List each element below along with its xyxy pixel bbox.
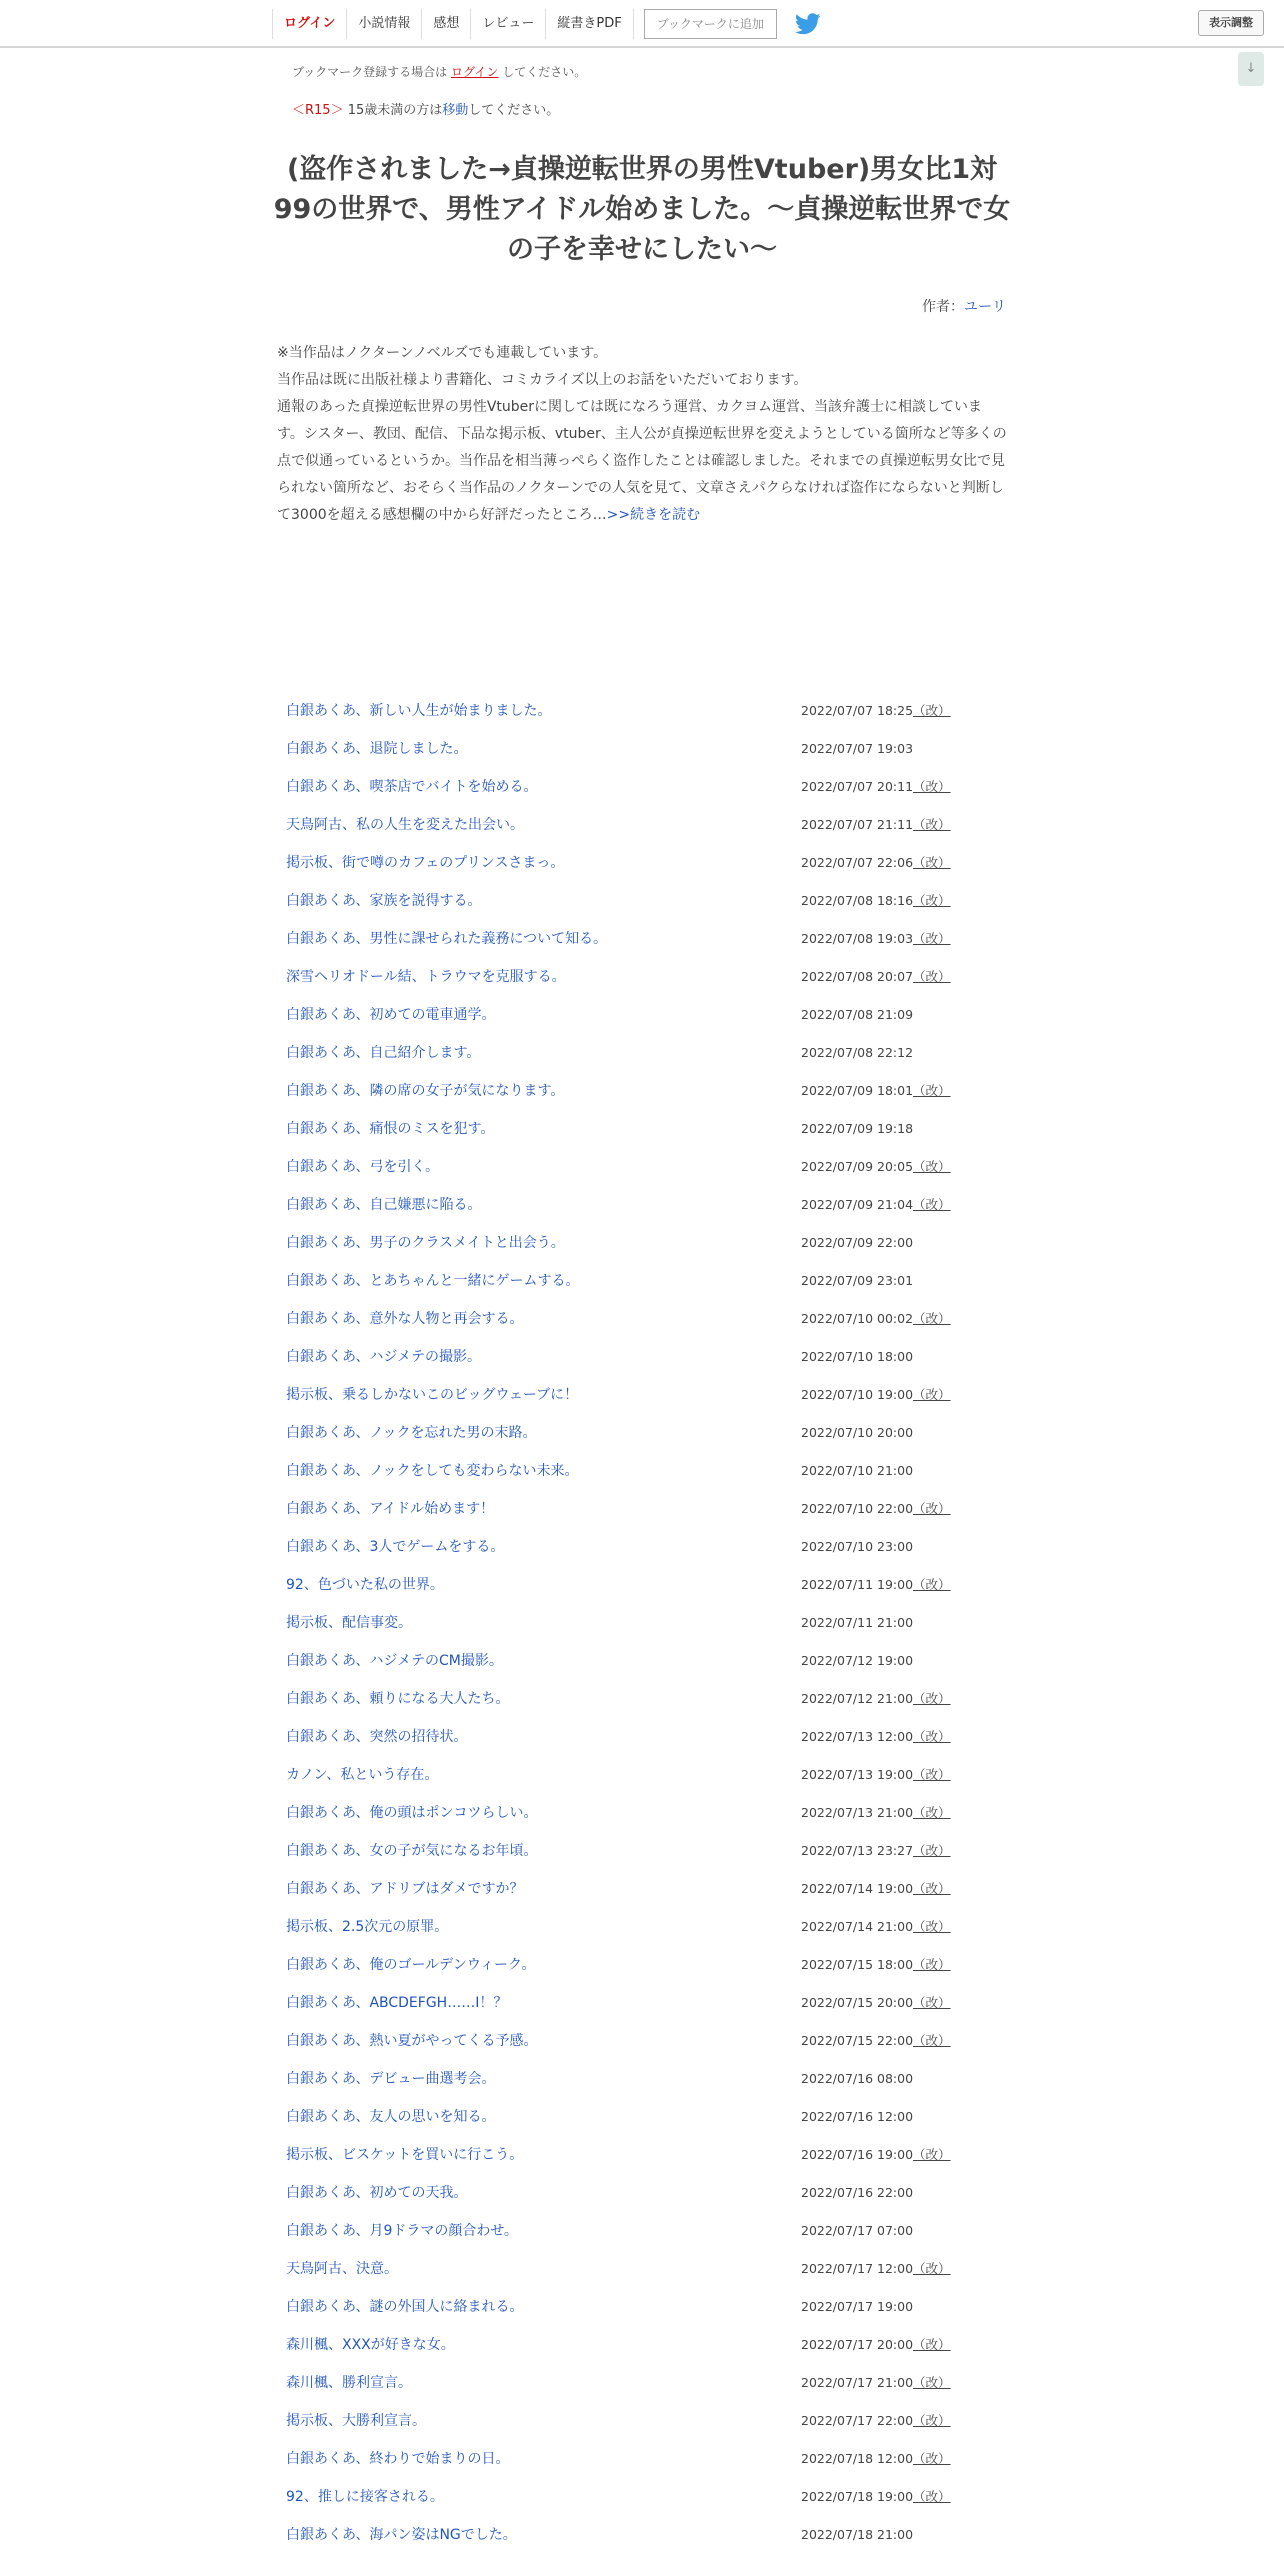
chapter-date-text: 2022/07/17 19:00 <box>801 2298 914 2314</box>
twitter-icon[interactable] <box>795 13 821 35</box>
chapter-row <box>276 843 1016 881</box>
chapter-row <box>276 1337 1016 1375</box>
chapter-date <box>801 2185 913 2200</box>
chapter-date-text: 2022/07/07 20:11 <box>801 779 914 794</box>
chapter-row <box>276 919 1016 957</box>
chapter-edit-mark[interactable]: （改） <box>913 1881 951 1896</box>
chapter-date <box>801 1499 951 1517</box>
chapter-date <box>801 1235 913 1250</box>
chapter-title-link[interactable]: 白銀あくあ、自己嫌悪に陥る。 <box>286 1197 482 1213</box>
chapter-date <box>801 1349 913 1364</box>
chapter-date <box>801 1463 913 1478</box>
chapter-title-link[interactable]: 白銀あくあ、友人の思いを知る。 <box>286 2109 496 2125</box>
chapter-title-link[interactable]: 白銀あくあ、俺の頭はポンコツらしい。 <box>286 1805 538 1821</box>
chapter-date-text: 2022/07/10 20:00 <box>801 1424 914 1440</box>
chapter-date <box>801 1727 951 1745</box>
chapter-edit-mark[interactable]: （改） <box>913 1729 951 1744</box>
chapter-title-link[interactable]: 白銀あくあ、隣の席の女子が気になります。 <box>286 1083 565 1099</box>
chapter-date <box>801 2449 951 2467</box>
chapter-date-text: 2022/07/09 23:01 <box>801 1272 914 1288</box>
chapter-edit-mark[interactable]: （改） <box>913 1995 951 2010</box>
r15-tag: ＜R15＞ <box>292 103 344 118</box>
chapter-title-link[interactable]: 白銀あくあ、3人でゲームをする。 <box>286 1539 505 1555</box>
chapter-date-text: 2022/07/12 21:00 <box>801 1691 914 1706</box>
chapter-edit-mark[interactable]: （改） <box>913 931 951 946</box>
chapter-title-link[interactable]: 天鳥阿古、決意。 <box>286 2261 398 2277</box>
chapter-row <box>276 2059 1016 2097</box>
chapter-date <box>801 1993 951 2011</box>
chapter-title-link[interactable]: 白銀あくあ、ハジメテの撮影。 <box>286 1349 482 1365</box>
chapter-date <box>801 1273 913 1288</box>
chapter-edit-mark[interactable]: （改） <box>913 1691 951 1706</box>
chapter-date <box>801 2071 913 2086</box>
chapter-edit-mark[interactable]: （改） <box>913 1919 951 1934</box>
chapter-date <box>801 1575 951 1593</box>
chapter-date <box>801 1841 951 1859</box>
chapter-title-link[interactable]: 白銀あくあ、海パン姿はNGでした。 <box>286 2527 517 2543</box>
chapter-title-link[interactable]: 白銀あくあ、頼りになる大人たち。 <box>286 1691 510 1707</box>
chapter-date-text: 2022/07/17 21:00 <box>801 2375 914 2390</box>
age-rating-text: 15歳未満の方は <box>347 103 443 118</box>
add-bookmark-button[interactable]: ブックマークに追加 <box>644 9 777 39</box>
chapter-date <box>801 1653 913 1668</box>
nav-impressions-link[interactable]: 感想 <box>421 9 470 39</box>
chapter-date-text: 2022/07/15 22:00 <box>801 2033 914 2048</box>
chapter-date-text: 2022/07/14 19:00 <box>801 1881 914 1896</box>
chapter-title-link[interactable]: 白銀あくあ、俺のゴールデンウィーク。 <box>286 1957 536 1973</box>
chapter-edit-mark[interactable]: （改） <box>913 1387 951 1402</box>
chapter-title-link[interactable]: 森川楓、XXXが好きな女。 <box>286 2337 455 2353</box>
chapter-date <box>801 891 951 909</box>
chapter-date-text: 2022/07/07 21:11 <box>801 817 914 832</box>
chapter-row <box>276 2363 1016 2401</box>
chapter-row <box>276 691 1016 729</box>
main-nav <box>272 9 821 39</box>
chapter-date-text: 2022/07/08 22:12 <box>801 1044 914 1060</box>
chapter-row <box>276 1717 1016 1755</box>
chapter-title-link[interactable]: 白銀あくあ、痛恨のミスを犯す。 <box>286 1121 495 1137</box>
chapter-date <box>801 815 951 833</box>
chapter-date <box>801 1081 951 1099</box>
chapter-row <box>276 1831 1016 1869</box>
chapter-edit-mark[interactable]: （改） <box>913 1311 951 1326</box>
chapter-row <box>276 2173 1016 2211</box>
chapter-edit-mark[interactable]: （改） <box>913 855 951 870</box>
chapter-title-link[interactable]: 掲示板、配信事変。 <box>286 1615 412 1631</box>
chapter-row <box>276 1185 1016 1223</box>
chapter-date-text: 2022/07/10 00:02 <box>801 1311 914 1326</box>
chapter-title-link[interactable]: 白銀あくあ、デビュー曲選考会。 <box>286 2071 496 2087</box>
chapter-title-link[interactable]: 白銀あくあ、男性に課せられた義務について知る。 <box>286 931 608 947</box>
chapter-date <box>801 701 951 719</box>
author-line <box>922 296 1006 316</box>
chapter-edit-mark[interactable]: （改） <box>913 1577 951 1592</box>
chapter-date <box>801 2145 951 2163</box>
chapter-date <box>801 1309 951 1327</box>
chapter-title-link[interactable]: 白銀あくあ、意外な人物と再会する。 <box>286 1311 524 1327</box>
chapter-date-text: 2022/07/08 19:03 <box>801 931 914 946</box>
chapter-date-text: 2022/07/18 12:00 <box>801 2451 914 2466</box>
chapter-date-text: 2022/07/11 19:00 <box>801 1577 914 1592</box>
chapter-date-text: 2022/07/10 18:00 <box>801 1348 914 1364</box>
chapter-date-text: 2022/07/13 21:00 <box>801 1805 914 1820</box>
notice-login-link[interactable]: ログイン <box>451 65 499 79</box>
chapter-row <box>276 2515 1016 2553</box>
chapter-edit-mark[interactable]: （改） <box>913 2413 951 2428</box>
chapter-title-link[interactable]: 白銀あくあ、ABCDEFGH……I！？ <box>286 1995 508 2011</box>
bookmark-notice-prefix: ブックマーク登録する場合は <box>292 65 448 79</box>
chapter-row <box>276 1147 1016 1185</box>
chapter-edit-mark[interactable]: （改） <box>913 1957 951 1972</box>
chapter-date <box>801 1689 951 1707</box>
chapter-title-link[interactable]: 白銀あくあ、突然の招待状。 <box>286 1729 468 1745</box>
chapter-row <box>276 995 1016 1033</box>
chapter-row <box>276 2439 1016 2477</box>
chapter-date-text: 2022/07/11 21:00 <box>801 1614 914 1630</box>
scroll-down-button[interactable]: ↓ <box>1238 52 1264 86</box>
chapter-edit-mark[interactable]: （改） <box>913 2147 951 2162</box>
chapter-row <box>276 2401 1016 2439</box>
chapter-title-link[interactable]: 白銀あくあ、ノックをしても変わらない未来。 <box>286 1463 579 1479</box>
chapter-row <box>276 1109 1016 1147</box>
chapter-row <box>276 1527 1016 1565</box>
chapter-row <box>276 1679 1016 1717</box>
bookmark-notice-suffix: してください。 <box>502 65 587 79</box>
chapter-edit-mark[interactable]: （改） <box>913 2033 951 2048</box>
summary-line <box>277 394 1007 529</box>
chapter-title-link[interactable]: 天鳥阿古、私の人生を変えた出会い。 <box>286 817 524 833</box>
chapter-date <box>801 2487 951 2505</box>
chapter-title-link[interactable]: 白銀あくあ、男子のクラスメイトと出会う。 <box>286 1235 565 1251</box>
chapter-edit-mark[interactable]: （改） <box>913 779 951 794</box>
chapter-date <box>801 1765 951 1783</box>
novel-title: (盗作されました→貞操逆転世界の男性Vtuber)男女比1対99の世界で、男性アイドル始めました。〜貞操逆転世界で女の子を幸せにしたい〜 <box>273 154 1011 265</box>
chapter-edit-mark[interactable]: （改） <box>913 2489 951 2504</box>
chapter-date <box>801 1195 951 1213</box>
chapter-date <box>801 853 951 871</box>
chapter-title-link[interactable]: 白銀あくあ、新しい人生が始まりました。 <box>286 703 552 719</box>
read-more-link[interactable]: >>続きを読む <box>606 507 701 523</box>
chapter-title-link[interactable]: 白銀あくあ、とあちゃんと一緒にゲームする。 <box>286 1273 580 1289</box>
age-move-link[interactable]: 移動 <box>442 103 469 118</box>
chapter-date <box>801 1955 951 1973</box>
chapter-edit-mark[interactable]: （改） <box>913 2261 951 2276</box>
chapter-edit-mark[interactable]: （改） <box>913 1843 951 1858</box>
chapter-date-text: 2022/07/07 18:25 <box>801 703 914 718</box>
chapter-date <box>801 929 951 947</box>
chapter-row <box>276 1945 1016 1983</box>
chapter-row <box>276 957 1016 995</box>
chapter-row <box>276 1755 1016 1793</box>
nav-novel-info-link[interactable]: 小説情報 <box>346 9 421 39</box>
chapter-date <box>801 1803 951 1821</box>
chapter-edit-mark[interactable]: （改） <box>913 1159 951 1174</box>
chapter-date <box>801 1385 951 1403</box>
age-rating-notice <box>292 99 559 118</box>
chapter-title-link[interactable]: 白銀あくあ、退院しました。 <box>286 741 468 757</box>
chapter-date-text: 2022/07/17 22:00 <box>801 2413 914 2428</box>
chapter-date-text: 2022/07/17 07:00 <box>801 2222 914 2238</box>
chapter-title-link[interactable]: 深雪ヘリオドール結、トラウマを克服する。 <box>286 969 566 985</box>
chapter-row <box>276 1489 1016 1527</box>
chapter-date-text: 2022/07/16 22:00 <box>801 2184 914 2200</box>
chapter-row <box>276 1413 1016 1451</box>
chapter-date-text: 2022/07/09 21:04 <box>801 1197 914 1212</box>
chapter-date-text: 2022/07/18 19:00 <box>801 2489 914 2504</box>
chapter-row <box>276 1907 1016 1945</box>
chapter-title-link[interactable]: 白銀あくあ、謎の外国人に絡まれる。 <box>286 2299 524 2315</box>
chapter-date <box>801 1539 913 1554</box>
chapter-row <box>276 1641 1016 1679</box>
chapter-row <box>276 1071 1016 1109</box>
chapter-list <box>276 691 1016 2553</box>
chapter-row <box>276 1375 1016 1413</box>
chapter-title-link[interactable]: 白銀あくあ、自己紹介します。 <box>286 1045 481 1061</box>
chapter-date-text: 2022/07/13 23:27 <box>801 1843 914 1858</box>
chapter-date <box>801 2299 913 2314</box>
chapter-title-link[interactable]: 92、色づいた私の世界。 <box>286 1577 444 1593</box>
chapter-date-text: 2022/07/15 20:00 <box>801 1995 914 2010</box>
chapter-edit-mark[interactable]: （改） <box>913 1767 951 1782</box>
chapter-row <box>276 2287 1016 2325</box>
chapter-row <box>276 1299 1016 1337</box>
chapter-date-text: 2022/07/08 20:07 <box>801 969 914 984</box>
chapter-edit-mark[interactable]: （改） <box>913 1197 951 1212</box>
chapter-date <box>801 1917 951 1935</box>
chapter-title-link[interactable]: 白銀あくあ、アドリブはダメですか？ <box>286 1881 524 1897</box>
chapter-date-text: 2022/07/10 21:00 <box>801 1462 914 1478</box>
chapter-date <box>801 2411 951 2429</box>
chapter-date <box>801 2223 913 2238</box>
chapter-date-text: 2022/07/07 19:03 <box>801 740 914 756</box>
chapter-row <box>276 1793 1016 1831</box>
chapter-row <box>276 1223 1016 1261</box>
novel-summary <box>277 340 1007 529</box>
chapter-date <box>801 1157 951 1175</box>
chapter-date-text: 2022/07/07 22:06 <box>801 855 914 870</box>
chapter-edit-mark[interactable]: （改） <box>913 817 951 832</box>
chapter-date-text: 2022/07/16 12:00 <box>801 2108 914 2124</box>
chapter-title-link[interactable]: 掲示板、2.5次元の原罪。 <box>286 1919 449 1935</box>
chapter-date-text: 2022/07/17 12:00 <box>801 2261 914 2276</box>
chapter-row <box>276 729 1016 767</box>
chapter-row <box>276 1451 1016 1489</box>
chapter-date-text: 2022/07/09 20:05 <box>801 1159 914 1174</box>
chapter-date-text: 2022/07/10 22:00 <box>801 1501 914 1516</box>
chapter-date <box>801 777 951 795</box>
chapter-title-link[interactable]: 白銀あくあ、女の子が気になるお年頃。 <box>286 1843 538 1859</box>
chapter-date <box>801 1121 913 1136</box>
chapter-date-text: 2022/07/08 18:16 <box>801 893 914 908</box>
chapter-row <box>276 1983 1016 2021</box>
chapter-date <box>801 1007 913 1022</box>
chapter-edit-mark[interactable]: （改） <box>913 2451 951 2466</box>
chapter-date-text: 2022/07/12 19:00 <box>801 1652 914 1668</box>
chapter-edit-mark[interactable]: （改） <box>913 2375 951 2390</box>
chapter-row <box>276 1603 1016 1641</box>
chapter-title-link[interactable]: 白銀あくあ、月9ドラマの顔合わせ。 <box>286 2223 518 2239</box>
chapter-edit-mark[interactable]: （改） <box>913 703 951 718</box>
chapter-date <box>801 967 951 985</box>
chapter-date-text: 2022/07/17 20:00 <box>801 2337 914 2352</box>
chapter-edit-mark[interactable]: （改） <box>913 1805 951 1820</box>
age-rating-suffix: してください。 <box>468 103 560 118</box>
chapter-date <box>801 2259 951 2277</box>
chapter-row <box>276 1565 1016 1603</box>
chapter-title-link[interactable]: 白銀あくあ、終わりで始まりの日。 <box>286 2451 510 2467</box>
chapter-row <box>276 881 1016 919</box>
chapter-row <box>276 2021 1016 2059</box>
chapter-date-text: 2022/07/15 18:00 <box>801 1957 914 1972</box>
chapter-date-text: 2022/07/08 21:09 <box>801 1006 914 1022</box>
top-bar <box>0 0 1284 48</box>
chapter-title-link[interactable]: 白銀あくあ、ハジメテのCM撮影。 <box>286 1653 503 1669</box>
chapter-edit-mark[interactable]: （改） <box>913 969 951 984</box>
chapter-date-text: 2022/07/14 21:00 <box>801 1919 914 1934</box>
bookmark-notice <box>292 63 586 80</box>
summary-line: ※当作品はノクターンノベルズでも連載しています。 <box>277 345 608 361</box>
chapter-title-link[interactable]: 掲示板、大勝利宣言。 <box>286 2413 426 2429</box>
chapter-title-link[interactable]: 白銀あくあ、熱い夏がやってくる予感。 <box>286 2033 538 2049</box>
chapter-title-link[interactable]: 掲示板、街で噂のカフェのプリンスさまっ。 <box>286 855 565 871</box>
chapter-title-link[interactable]: 白銀あくあ、アイドル始めます！ <box>286 1501 495 1517</box>
chapter-title-link[interactable]: 白銀あくあ、喫茶店でバイトを始める。 <box>286 779 538 795</box>
chapter-title-link[interactable]: 白銀あくあ、弓を引く。 <box>286 1159 440 1175</box>
chapter-row <box>276 805 1016 843</box>
chapter-title-link[interactable]: 92、推しに接客される。 <box>286 2489 444 2505</box>
chapter-date <box>801 2527 913 2542</box>
chapter-title-link[interactable]: 白銀あくあ、家族を説得する。 <box>286 893 482 909</box>
chapter-edit-mark[interactable]: （改） <box>913 1083 951 1098</box>
author-label: 作者： <box>922 299 964 315</box>
chapter-row <box>276 2135 1016 2173</box>
chapter-row <box>276 2097 1016 2135</box>
chapter-date <box>801 741 913 756</box>
chapter-row <box>276 1869 1016 1907</box>
chapter-date-text: 2022/07/13 12:00 <box>801 1729 914 1744</box>
chapter-date-text: 2022/07/09 22:00 <box>801 1234 914 1250</box>
chapter-date-text: 2022/07/10 23:00 <box>801 1538 914 1554</box>
chapter-date-text: 2022/07/09 18:01 <box>801 1083 914 1098</box>
chapter-date-text: 2022/07/16 08:00 <box>801 2070 914 2086</box>
chapter-date-text: 2022/07/18 21:00 <box>801 2526 914 2542</box>
chapter-date-text: 2022/07/09 19:18 <box>801 1120 914 1136</box>
chapter-row <box>276 767 1016 805</box>
chapter-date <box>801 2109 913 2124</box>
chapter-row <box>276 2249 1016 2287</box>
chapter-date-text: 2022/07/16 19:00 <box>801 2147 914 2162</box>
chapter-date-text: 2022/07/13 19:00 <box>801 1767 914 1782</box>
chapter-date <box>801 1425 913 1440</box>
chapter-row <box>276 1261 1016 1299</box>
summary-line: 当作品は既に出版社様より書籍化、コミカライズ以上のお話をいただいております。 <box>277 372 808 388</box>
chapter-title-link[interactable]: 掲示板、ビスケットを買いに行こう。 <box>286 2147 524 2163</box>
summary-text: 通報のあった貞操逆転世界の男性Vtuberに関しては既になろう運営、カクヨム運営、当該弁護士に相談しています。シスター、教団、配信、下品な掲示板、vtuber、主人公が貞操逆転世界を変えようとしている箇所など等多くの点で似通っているというか。当作品を相当薄っぺらく盗作したことは確認しました。それまでの貞操逆転男女比で見られない箇所など、おそらく当作品のノクターンでの人気を見て、文章さえパクらなければ盗作にならないと判断して3000を超える感想欄の中から好評だったところ… <box>277 399 1007 523</box>
chapter-row <box>276 2325 1016 2363</box>
chapter-title-link[interactable]: 森川楓、勝利宣言。 <box>286 2375 412 2391</box>
chapter-edit-mark[interactable]: （改） <box>913 893 951 908</box>
chapter-date <box>801 2373 951 2391</box>
chapter-row <box>276 2477 1016 2515</box>
chapter-edit-mark[interactable]: （改） <box>913 1501 951 1516</box>
chapter-date <box>801 1879 951 1897</box>
chapter-title-link[interactable]: カノン、私という存在。 <box>286 1767 439 1783</box>
chapter-row <box>276 1033 1016 1071</box>
chapter-row <box>276 2211 1016 2249</box>
chapter-edit-mark[interactable]: （改） <box>913 2337 951 2352</box>
chapter-date <box>801 2335 951 2353</box>
chapter-title-link[interactable]: 掲示板、乗るしかないこのビッグウェーブに！ <box>286 1387 579 1403</box>
chapter-date <box>801 1045 913 1060</box>
chapter-date <box>801 1615 913 1630</box>
nav-review-link[interactable]: レビュー <box>470 9 545 39</box>
nav-pdf-link[interactable]: 縦書きPDF <box>545 9 633 39</box>
chapter-date-text: 2022/07/10 19:00 <box>801 1387 914 1402</box>
chapter-title-link[interactable]: 白銀あくあ、初めての電車通学。 <box>286 1007 496 1023</box>
chapter-title-link[interactable]: 白銀あくあ、ノックを忘れた男の末路。 <box>286 1425 537 1441</box>
display-settings-button[interactable]: 表示調整 <box>1198 10 1264 36</box>
chapter-title-link[interactable]: 白銀あくあ、初めての天我。 <box>286 2185 468 2201</box>
chapter-date <box>801 2031 951 2049</box>
nav-login-link[interactable]: ログイン <box>272 9 346 39</box>
author-link[interactable]: ユーリ <box>964 299 1006 315</box>
